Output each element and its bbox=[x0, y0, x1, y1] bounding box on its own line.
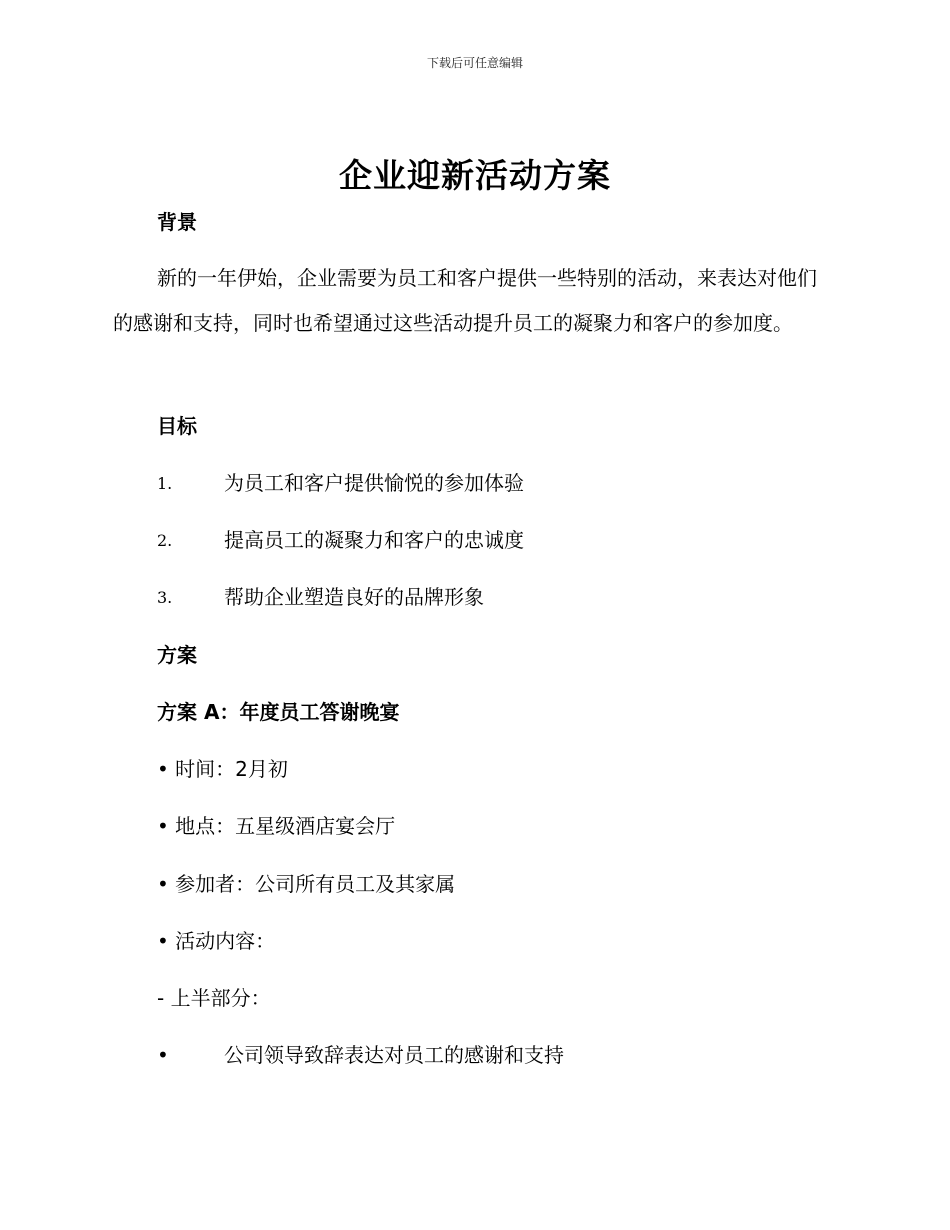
plan-detail-time: • 时间：2月初 bbox=[157, 757, 288, 781]
list-item-text: 公司领导致辞表达对员工的感谢和支持 bbox=[224, 1043, 564, 1067]
list-item-text: 提高员工的凝聚力和客户的忠诚度 bbox=[224, 528, 524, 552]
bullet-point: • bbox=[157, 1043, 169, 1067]
plan-detail-participants: • 参加者：公司所有员工及其家属 bbox=[157, 872, 456, 896]
list-item-number: 3. bbox=[157, 588, 173, 607]
document-title: 企业迎新活动方案 bbox=[339, 156, 611, 195]
list-item-number: 1. bbox=[157, 474, 173, 493]
list-item-text: 为员工和客户提供愉悦的参加体验 bbox=[224, 471, 524, 495]
section-heading-background: 背景 bbox=[157, 210, 197, 234]
list-item-text: 帮助企业塑造良好的品牌形象 bbox=[224, 585, 484, 609]
header-note: 下载后可任意编辑 bbox=[426, 56, 523, 70]
background-paragraph: 新的一年伊始，企业需要为员工和客户提供一些特别的活动，来表达对他们的感谢和支持，同时也希望通过这些活动提升员工的凝聚力和客户的参加度。 bbox=[113, 266, 817, 335]
plan-detail-location: • 地点：五星级酒店宴会厅 bbox=[157, 814, 396, 838]
list-item-number: 2. bbox=[157, 531, 173, 550]
plan-detail-content: • 活动内容： bbox=[157, 929, 276, 953]
section-heading-goals: 目标 bbox=[157, 414, 197, 438]
plan-a-title: 方案 A：年度员工答谢晚宴 bbox=[157, 700, 400, 724]
section-heading-plan: 方案 bbox=[157, 643, 197, 667]
sub-heading-first-half: - 上半部分： bbox=[157, 986, 271, 1010]
